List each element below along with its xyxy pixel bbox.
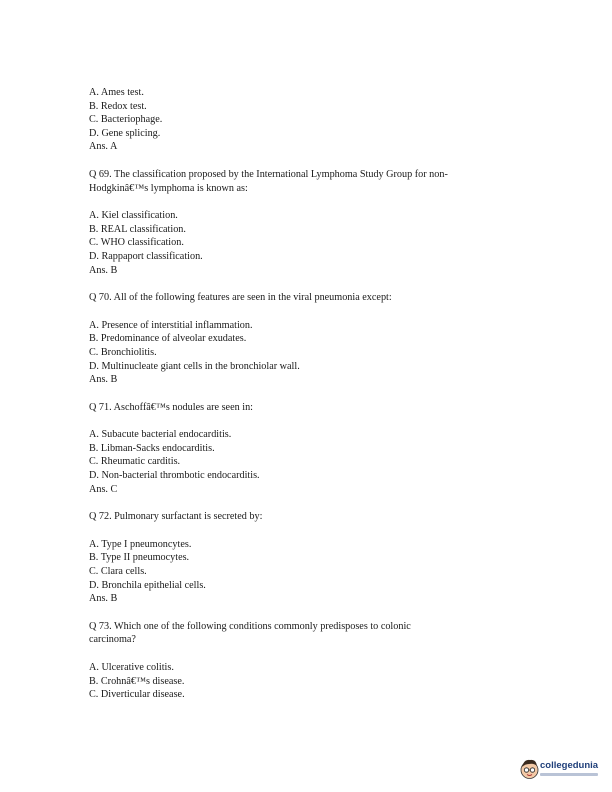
option-a: A. Type I pneumoncytes.	[89, 538, 192, 550]
option-b: B. Libman-Sacks endocarditis.	[89, 442, 215, 454]
option-c: C. WHO classification.	[89, 237, 184, 249]
option-d: D. Bronchila epithelial cells.	[89, 579, 206, 591]
question-73	[89, 620, 529, 702]
question-72	[89, 510, 529, 606]
answer: Ans. B	[89, 593, 118, 605]
mascot-logo-icon	[520, 758, 539, 780]
answer: Ans. A	[89, 141, 118, 153]
document-body	[89, 86, 529, 702]
question-text: Q 70. All of the following features are seen in the viral pneumonia except:	[89, 292, 392, 304]
question-text: Q 71. Aschoffâ€™s nodules are seen in:	[89, 401, 253, 413]
option-c: C. Clara cells.	[89, 566, 147, 578]
question-70	[89, 291, 529, 387]
answer: Ans. B	[89, 374, 118, 386]
question-text: Q 72. Pulmonary surfactant is secreted by:	[89, 511, 263, 523]
question-text-line-1: Q 73. Which one of the following conditions commonly predisposes to colonic	[89, 620, 411, 632]
question-text-line-2: carcinoma?	[89, 634, 136, 646]
question-text-line-2: Hodgkinâ€™s lymphoma is known as:	[89, 182, 248, 194]
option-a: A. Kiel classification.	[89, 210, 178, 222]
question-text-line-1: Q 69. The classification proposed by the International Lymphoma Study Group for non-	[89, 168, 448, 180]
brand-name: collegedunia	[540, 760, 599, 771]
collegedunia-logo[interactable]	[520, 758, 600, 782]
option-a: A. Presence of interstitial inflammation.	[89, 319, 253, 331]
option-d: D. Gene splicing.	[89, 127, 161, 139]
option-a: A. Subacute bacterial endocarditis.	[89, 429, 232, 441]
brand-tagline-mark	[540, 773, 598, 776]
option-d: D. Non-bacterial thrombotic endocarditis.	[89, 470, 260, 482]
answer: Ans. C	[89, 483, 118, 495]
question-continuation	[89, 86, 529, 154]
option-b: B. Redox test.	[89, 100, 147, 112]
option-c: C. Bronchiolitis.	[89, 346, 157, 358]
answer: Ans. B	[89, 264, 118, 276]
question-69	[89, 168, 529, 277]
option-d: D. Rappaport classification.	[89, 250, 203, 262]
option-b: B. Crohnâ€™s disease.	[89, 675, 185, 687]
option-c: C. Diverticular disease.	[89, 689, 185, 701]
option-c: C. Bacteriophage.	[89, 114, 163, 126]
option-b: B. Type II pneumocytes.	[89, 552, 190, 564]
option-b: B. REAL classification.	[89, 223, 186, 235]
option-a: A. Ulcerative colitis.	[89, 662, 174, 673]
option-a: A. Ames test.	[89, 87, 144, 98]
question-71	[89, 401, 529, 497]
option-c: C. Rheumatic carditis.	[89, 456, 181, 468]
option-d: D. Multinucleate giant cells in the bronchiolar wall.	[89, 360, 300, 372]
option-b: B. Predominance of alveolar exudates.	[89, 333, 247, 345]
